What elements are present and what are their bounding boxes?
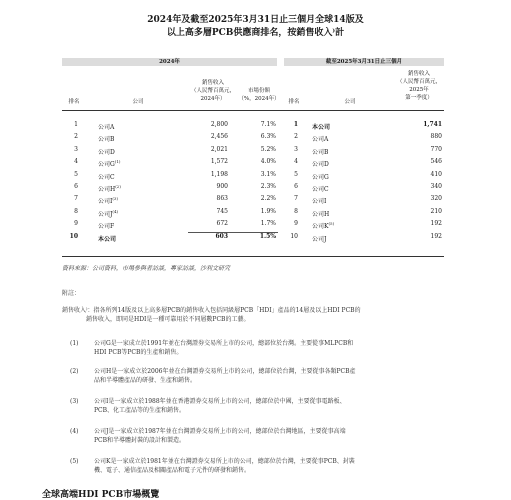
col-sales-left-l2: （人民幣百萬元， xyxy=(190,88,235,94)
right-rank: 3 xyxy=(294,145,298,153)
right-company: 公司I xyxy=(312,198,327,206)
left-company: 公司F xyxy=(98,223,115,231)
right-company: 公司J xyxy=(312,235,327,243)
left-company: 公司C xyxy=(98,173,115,181)
right-sales: 192 xyxy=(430,232,442,240)
right-rank: 5 xyxy=(294,170,298,178)
col-sales-right-l4: 第一季度） xyxy=(405,95,433,101)
col-sales-right-l3: 2025年 xyxy=(409,87,429,93)
left-sales: 672 xyxy=(216,220,228,228)
footnote-line-2: PCB、化工產品等的生產和銷售。 xyxy=(94,407,186,414)
right-sales: 1,741 xyxy=(423,121,442,128)
right-company: 本公司 xyxy=(312,124,331,131)
left-period-header: 2024年 xyxy=(62,58,277,66)
left-share: 1.5% xyxy=(259,232,276,240)
left-company: 公司$I^{(3)}$ xyxy=(98,196,119,206)
table-title-line-1: 2024年及截至2025年3月31日止三個月全球14版及 xyxy=(147,15,364,25)
col-share-l1: 市場份額 xyxy=(247,88,270,94)
right-company: 公司G xyxy=(312,173,329,181)
left-share: 7.1% xyxy=(260,121,276,128)
col-sales-right-l2: （人民幣百萬元， xyxy=(396,79,441,85)
col-company-right: 公司 xyxy=(344,99,356,105)
note-sales-line-1: 銷售收入⁾：指各所列14版及以上高多層PCB的銷售收入包括同級層PCB「HDI」產品的14層及以上HDI PCB的 xyxy=(62,307,361,314)
right-rank: 9 xyxy=(294,220,298,228)
left-share: 5.2% xyxy=(260,145,276,153)
left-sales: 1,572 xyxy=(210,158,228,166)
footnote-line-1: 公司I是一家成立於1988年並在香港證券交易所上市的公司，總部位於中國，主要從事電路板、 xyxy=(94,398,346,405)
right-rank: 2 xyxy=(294,133,298,141)
left-share: 1.9% xyxy=(260,207,276,215)
left-share: 1.7% xyxy=(260,220,276,228)
footnote-number: (3) xyxy=(70,398,79,405)
footnote-number: (4) xyxy=(70,428,79,435)
right-company: 公司D xyxy=(312,161,329,169)
left-share: 2.2% xyxy=(260,195,276,203)
total-rule xyxy=(188,232,278,233)
left-sales: 900 xyxy=(216,183,228,190)
right-company: 公司B xyxy=(312,148,329,156)
left-company: 公司$J^{(4)}$ xyxy=(98,208,119,218)
header-rule xyxy=(62,110,444,111)
footnote-line-1: 公司G是一家成立於1991年並在台灣證券交易所上市的公司，總部位於台灣。主要從事MLPCB和 xyxy=(94,340,354,347)
note-sales-line-2: 銷售收入，即同是HDI是一種可靠用於不同層數PCB的工藝。 xyxy=(86,316,250,323)
left-share: 6.3% xyxy=(260,133,276,141)
left-company: 公司$H^{(2)}$ xyxy=(98,184,121,193)
left-rank: 5 xyxy=(74,170,78,178)
right-company: 公司H xyxy=(312,210,330,218)
left-sales: 1,198 xyxy=(210,170,228,178)
right-sales: 320 xyxy=(430,195,442,203)
footnote-number: (5) xyxy=(70,458,79,465)
footnote-line-1: 公司K是一家成立於1981年並在台灣證券交易所上市的公司，總部位於台灣，主要從事PCB、封裝 xyxy=(94,458,355,465)
left-rank: 4 xyxy=(74,158,78,166)
col-share-l2: （%，2024年） xyxy=(238,96,280,102)
right-period-header: 截至2025年3月31日止三個月 xyxy=(284,58,444,66)
left-share: 4.0% xyxy=(260,158,276,166)
left-rank: 3 xyxy=(74,145,78,153)
section-heading: 全球高端HDI PCB市場概覽 xyxy=(42,490,160,500)
col-rank-left: 排名 xyxy=(68,99,80,105)
right-sales: 210 xyxy=(430,207,442,215)
footnote-line-2: 機、電子、通信產品及相關產品和電子元件的研發和銷售。 xyxy=(94,467,251,474)
left-sales: 603 xyxy=(215,232,228,240)
right-sales: 880 xyxy=(430,133,442,141)
left-company: 公司$G^{(1)}$ xyxy=(98,159,121,169)
footnote-number: (1) xyxy=(70,340,79,347)
right-sales: 770 xyxy=(430,145,442,153)
right-rank: 4 xyxy=(294,158,298,166)
right-company: 公司$K^{(5)}$ xyxy=(312,221,335,231)
left-company: 公司B xyxy=(98,136,115,144)
left-sales: 745 xyxy=(216,207,228,215)
right-company: 公司C xyxy=(312,186,329,193)
right-sales: 192 xyxy=(430,220,442,228)
right-sales: 410 xyxy=(430,170,442,178)
right-rank: 8 xyxy=(294,207,298,215)
right-rank: 6 xyxy=(294,183,298,190)
left-rank: 8 xyxy=(74,207,78,215)
col-sales-left-l1: 銷售收入 xyxy=(201,80,224,86)
footnote-line-1: 公司H是一家成立於2006年並在台灣證券交易所上市的公司，總部位於台灣，主要從事各類PCB產 xyxy=(94,368,356,375)
left-share: 2.3% xyxy=(260,183,276,190)
left-company: 公司A xyxy=(98,124,115,131)
notes-label: 附註： xyxy=(62,290,81,297)
bottom-rule xyxy=(62,256,444,257)
col-rank-right: 排名 xyxy=(288,99,300,105)
right-rank: 10 xyxy=(290,232,298,240)
right-sales: 546 xyxy=(430,158,442,166)
left-rank: 9 xyxy=(74,220,78,228)
left-rank: 6 xyxy=(74,183,78,190)
footnote-line-2: PCB和半導體封裝的設計和製造。 xyxy=(94,437,186,444)
footnote-number: (2) xyxy=(70,368,79,375)
left-rank: 1 xyxy=(74,121,78,128)
left-rank: 10 xyxy=(69,232,78,240)
left-sales: 863 xyxy=(216,195,228,203)
left-rank: 2 xyxy=(74,133,78,141)
right-rank: 7 xyxy=(294,195,298,203)
source-line: 資料來源：公司資料，市場參與者訪談，專家訪談，沙利文研究 xyxy=(62,265,231,272)
right-company: 公司A xyxy=(312,136,329,144)
left-sales: 2,021 xyxy=(210,145,228,153)
col-sales-left-l3: 2024年） xyxy=(200,96,226,102)
col-company-left: 公司 xyxy=(132,99,144,105)
footnote-line-1: 公司J是一家成立於1987年並在台灣證券交易所上市的公司，總部位於台灣地區，主要從事高端 xyxy=(94,428,346,435)
table-title-line-2: 以上高多層PCB供應商排名，按銷售收入⁾計 xyxy=(166,28,345,38)
left-sales: 2,456 xyxy=(210,133,228,141)
right-sales: 340 xyxy=(430,183,442,190)
footnote-line-2: HDI PCB等PCB的生產和銷售。 xyxy=(94,349,183,356)
right-rank: 1 xyxy=(293,121,298,128)
col-sales-right-l1: 銷售收入 xyxy=(407,71,430,77)
footnote-line-2: 品和半導體產品的研發、生產和銷售。 xyxy=(94,377,197,384)
left-company: 本公司 xyxy=(98,235,117,243)
left-sales: 2,800 xyxy=(210,121,228,128)
left-share: 3.1% xyxy=(260,170,276,178)
left-rank: 7 xyxy=(74,195,78,203)
left-company: 公司D xyxy=(98,148,115,156)
